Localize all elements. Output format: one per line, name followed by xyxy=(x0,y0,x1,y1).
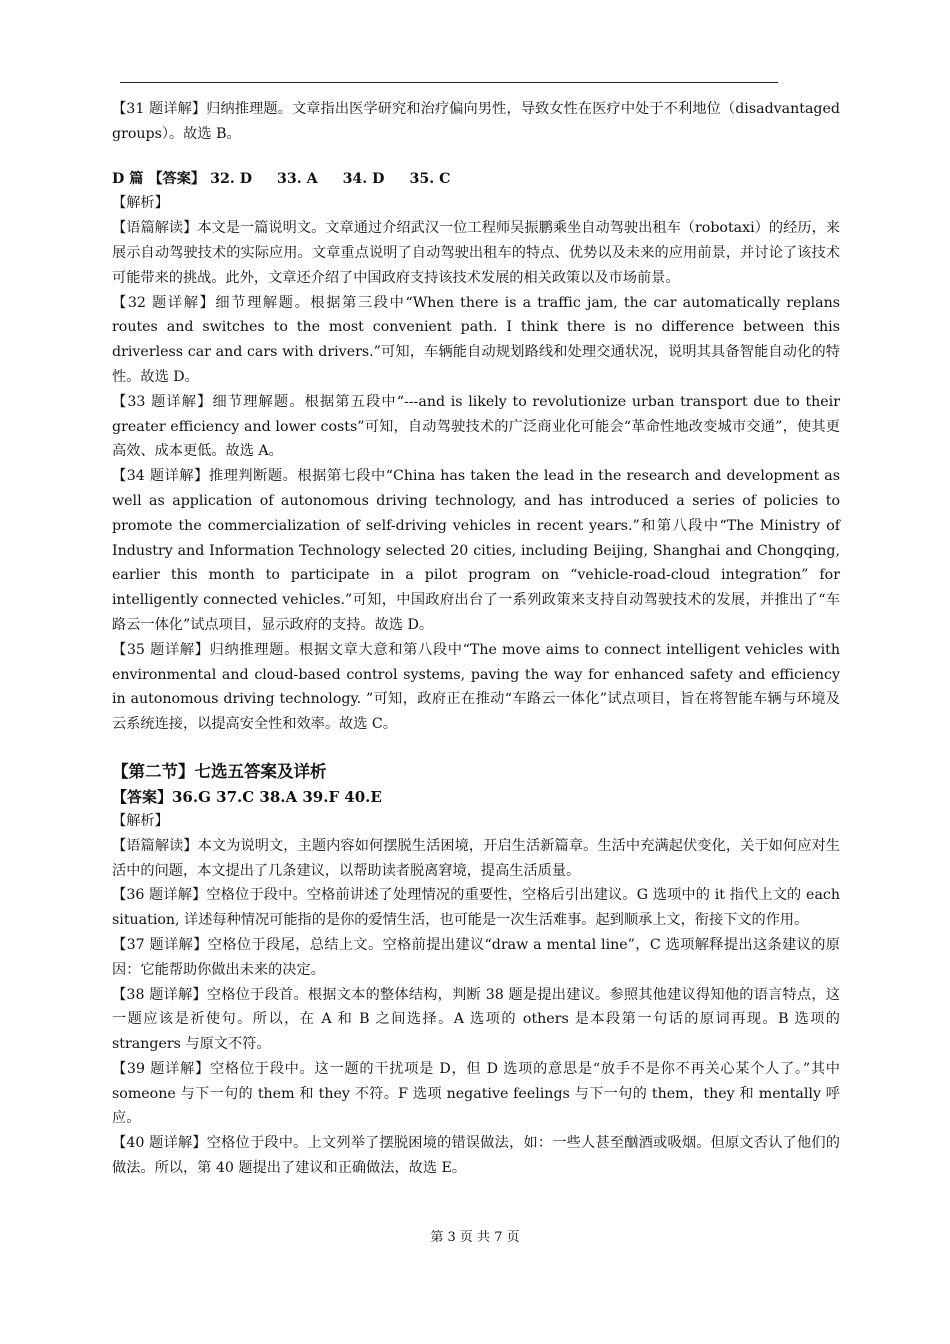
part-d-reading: 【语篇解读】本文是一篇说明文。文章通过介绍武汉一位工程师吴振鹏乘坐自动驾驶出租车（robotaxi）的经历，来展示自动驾驶技术的实际应用。文章重点说明了自动驾驶出租车的特点、优势以及未来的应用前景，并讨论了该技术可能带来的挑战。此外，文章还介绍了中国政府支持该技术发展的相关政策以及市场前景。 xyxy=(112,220,840,286)
page-footer: 第 3 页 共 7 页 xyxy=(430,1230,520,1245)
document-body xyxy=(112,97,840,1181)
spacer xyxy=(112,737,840,759)
q39-explanation: 【39 题详解】空格位于段中。这一题的干扰项是 D，但 D 选项的意思是“放手不是你不再关心某个人了。”其中 someone 与下一句的 them 和 they 不符。F 选项 negative feelings 与下一句的 them，they 和 mentally 呼应。 xyxy=(112,1060,840,1127)
part-d-answer-prefix: D 篇 【答案】 xyxy=(112,170,206,187)
q38-explanation: 【38 题详解】空格位于段首。根据文本的整体结构，判断 38 题是提出建议。参照其他建议得知他的语言特点，这一题应该是祈使句。所以，在 A 和 B 之间选择。A 选项的 others 是本段第一句话的原词再现。B 选项的 strangers 与原文不符。 xyxy=(112,986,840,1053)
q36-explanation: 【36 题详解】空格位于段中。空格前讲述了处理情况的重要性，空格后引出建议。G 选项中的 it 指代上文的 each situation, 详述每种情况可能指的是你的爱情生活，也可能是一次生活难事。起到顺承上文，衔接下文的作用。 xyxy=(112,887,840,929)
section2-analysis-label: 【解析】 xyxy=(112,812,169,829)
q40-explanation: 【40 题详解】空格位于段中。上文列举了摆脱困境的错误做法，如：一些人甚至酗酒或吸烟。但原文否认了他们的做法。所以，第 40 题提出了建议和正确做法，故选 E。 xyxy=(112,1135,840,1177)
section2-reading: 【语篇解读】本文为说明文，主题内容如何摆脱生活困境，开启生活新篇章。生活中充满起伏变化，关于如何应对生活中的问题，本文提出了几条建议，以帮助读者脱离窘境，提高生活质量。 xyxy=(112,837,840,879)
header-rule xyxy=(120,82,778,83)
q35-explanation: 【35 题详解】归纳推理题。根据文章大意和第八段中“The move aims to connect intelligent vehicles with environmental and cloud-based control systems, paving the way for enhanced safety and efficiency in autonomous driving technology. ”可知，政府正在推动“车路云一体化”试点项目，旨在将智能车辆与环境及云系统连接，以提高安全性和效率。故选 C。 xyxy=(112,641,840,733)
q34-explanation: 【34 题详解】推理判断题。根据第七段中“China has taken the lead in the research and development as well as application of autonomous driving technology, and has introduced a series of policies to promote the commercialization of self-driving vehicles in recent years.”和第八段中“The Ministry of Industry and Information Technology selected 20 cities, including Beijing, Shanghai and Chongqing, earlier this month to participate in a pilot program on “vehicle-road-cloud integration” for intelligently connected vehicles.”可知，中国政府出台了一系列政策来支持自动驾驶技术的发展，并推出了“车路云一体化”试点项目，显示政府的支持。故选 D。 xyxy=(112,468,840,633)
spacer xyxy=(112,147,840,167)
q31-explanation: 【31 题详解】归纳推理题。文章指出医学研究和治疗偏向男性，导致女性在医疗中处于不利地位（disadvantaged groups）。故选 B。 xyxy=(112,101,840,142)
q32-explanation: 【32 题详解】细节理解题。根据第三段中“When there is a traffic jam, the car automatically replans routes and switches to the most convenient path. I think there is no difference between this driverless car and cars with drivers.”可知，车辆能自动规划路线和处理交通状况，说明其具备智能自动化的特性。故选 D。 xyxy=(112,294,840,385)
answer-35: 35. C xyxy=(409,170,451,187)
part-d-answer-line xyxy=(112,167,840,192)
answer-33: 33. A xyxy=(276,170,318,187)
part-d-analysis-label: 【解析】 xyxy=(112,195,169,212)
answer-34: 34. D xyxy=(342,170,385,187)
q33-explanation: 【33 题详解】细节理解题。根据第五段中“---and is likely to revolutionize urban transport due to their greater efficiency and lower costs”可知，自动驾驶技术的广泛商业化可能会“革命性地改变城市交通”，使其更高效、成本更低。故选 A。 xyxy=(112,393,840,460)
section2-title: 【第二节】七选五答案及详析 xyxy=(112,761,327,781)
section2-answer-line: 【答案】36.G 37.C 38.A 39.F 40.E xyxy=(112,787,382,806)
q37-explanation: 【37 题详解】空格位于段尾，总结上文。空格前提出建议“draw a mental line”，C 选项解释提出这条建议的原因：它能帮助你做出未来的决定。 xyxy=(112,936,840,978)
answer-32: 32. D xyxy=(210,170,253,187)
